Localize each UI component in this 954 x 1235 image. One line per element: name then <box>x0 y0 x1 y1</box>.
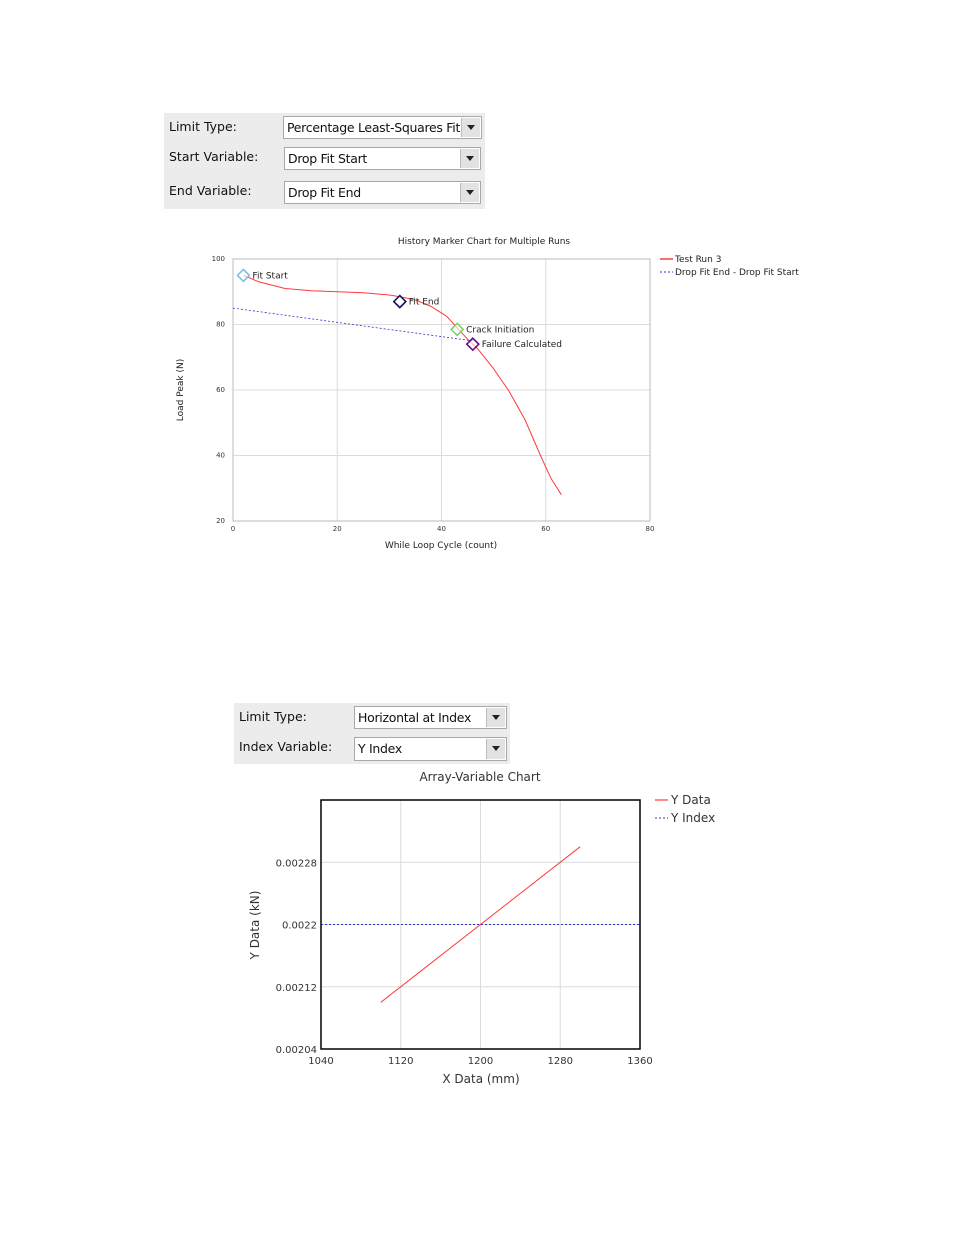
chart2-x-tick: 1280 <box>547 1056 573 1067</box>
chart1-marker-label-2: Crack Initiation <box>466 325 535 336</box>
chart1-x-tick: 80 <box>645 525 655 533</box>
chart1-x-tick: 60 <box>541 525 551 533</box>
limit-type-value: Percentage Least-Squares Fit <box>287 120 461 135</box>
end-variable-value: Drop Fit End <box>288 185 361 200</box>
chart1-markers <box>237 269 562 350</box>
chart1-grid <box>233 259 650 521</box>
index-variable-dropdown[interactable] <box>354 737 507 761</box>
chart1-marker-diamond-1 <box>394 296 406 308</box>
chart1-legend-test-run-3: Test Run 3 <box>675 255 722 265</box>
index-variable-value: Y Index <box>358 741 402 756</box>
chevron-down-icon[interactable] <box>460 149 479 168</box>
chart2-grid <box>321 800 640 1049</box>
chart2-title: Array-Variable Chart <box>419 770 541 784</box>
chevron-down-icon[interactable] <box>460 183 479 202</box>
chart1-marker-label-1: Fit End <box>408 297 440 308</box>
chart1-legend <box>660 255 799 278</box>
chevron-down-icon[interactable] <box>486 739 505 759</box>
chart2-x-tick: 1360 <box>627 1056 653 1067</box>
chart1-plot-frame <box>233 259 650 521</box>
chart1-y-tick: 80 <box>216 320 225 329</box>
chart1-marker-label-0: Fit Start <box>252 271 288 282</box>
chart2-legend <box>655 793 715 825</box>
limit-type-value-2: Horizontal at Index <box>358 710 472 725</box>
chart1-y-tick: 60 <box>216 386 225 394</box>
chart1-marker-diamond-2 <box>451 323 463 335</box>
end-variable-label: End Variable: <box>169 183 252 198</box>
chart1-series-line-0 <box>243 275 561 494</box>
chart2-series-line-0 <box>381 847 580 1003</box>
limit-type-dropdown[interactable] <box>283 116 482 139</box>
chart1-marker-label-3: Failure Calculated <box>481 340 562 351</box>
chart2-x-tick: 1040 <box>308 1056 334 1067</box>
start-variable-label: Start Variable: <box>169 149 259 164</box>
chart1-series <box>233 275 561 494</box>
chart2-legend-y-index: Y Index <box>671 811 716 825</box>
chart1-y-tick: 40 <box>216 451 225 460</box>
chart1-y-axis-label: Load Peak (N) <box>176 358 186 422</box>
chart2-plot-frame <box>321 800 640 1049</box>
chart2-plot-background <box>321 800 640 1049</box>
chart2-x-tick: 1120 <box>388 1056 414 1067</box>
chart2-ticks <box>276 858 653 1067</box>
chart1-marker-diamond-0 <box>237 269 249 281</box>
chart1-x-axis-label: While Loop Cycle (count) <box>384 541 498 551</box>
chart1-x-tick: 0 <box>230 525 236 533</box>
chevron-down-icon[interactable] <box>461 118 480 137</box>
chart1-series-line-1 <box>233 308 473 341</box>
start-variable-value: Drop Fit Start <box>288 151 368 166</box>
end-variable-dropdown[interactable] <box>284 181 481 204</box>
chevron-down-icon[interactable] <box>486 708 505 727</box>
chart1-x-tick: 20 <box>332 525 342 533</box>
chart2-y-tick: 0.00204 <box>275 1045 317 1056</box>
chart1-x-tick: 40 <box>437 525 446 533</box>
chart1-ticks <box>212 255 655 533</box>
chart2-y-tick: 0.0022 <box>282 920 317 932</box>
chart2-x-axis-label: X Data (mm) <box>442 1072 520 1086</box>
start-variable-dropdown[interactable] <box>284 147 481 170</box>
chart1-legend-fit-line: Drop Fit End - Drop Fit Start <box>675 268 799 278</box>
chart2-series <box>321 847 640 1003</box>
chart2-y-tick: 0.00228 <box>275 858 317 870</box>
chart2-legend-y-data: Y Data <box>671 793 711 807</box>
chart2-y-tick: 0.00212 <box>275 982 317 994</box>
chart1-y-tick: 20 <box>216 517 225 525</box>
settings-panel-1 <box>164 113 485 209</box>
chart1-title: History Marker Chart for Multiple Runs <box>397 237 571 247</box>
chart1-marker-diamond-3 <box>467 338 479 350</box>
limit-type-label-2: Limit Type: <box>239 709 307 724</box>
chart1-y-tick: 100 <box>211 255 225 263</box>
limit-type-label: Limit Type: <box>169 119 237 134</box>
index-variable-label: Index Variable: <box>239 739 333 754</box>
limit-type-dropdown-2[interactable] <box>354 706 507 729</box>
settings-panel-2 <box>234 703 510 764</box>
chart2-x-tick: 1200 <box>467 1056 494 1067</box>
chart2-y-axis-label: Y Data (kN) <box>248 890 262 960</box>
